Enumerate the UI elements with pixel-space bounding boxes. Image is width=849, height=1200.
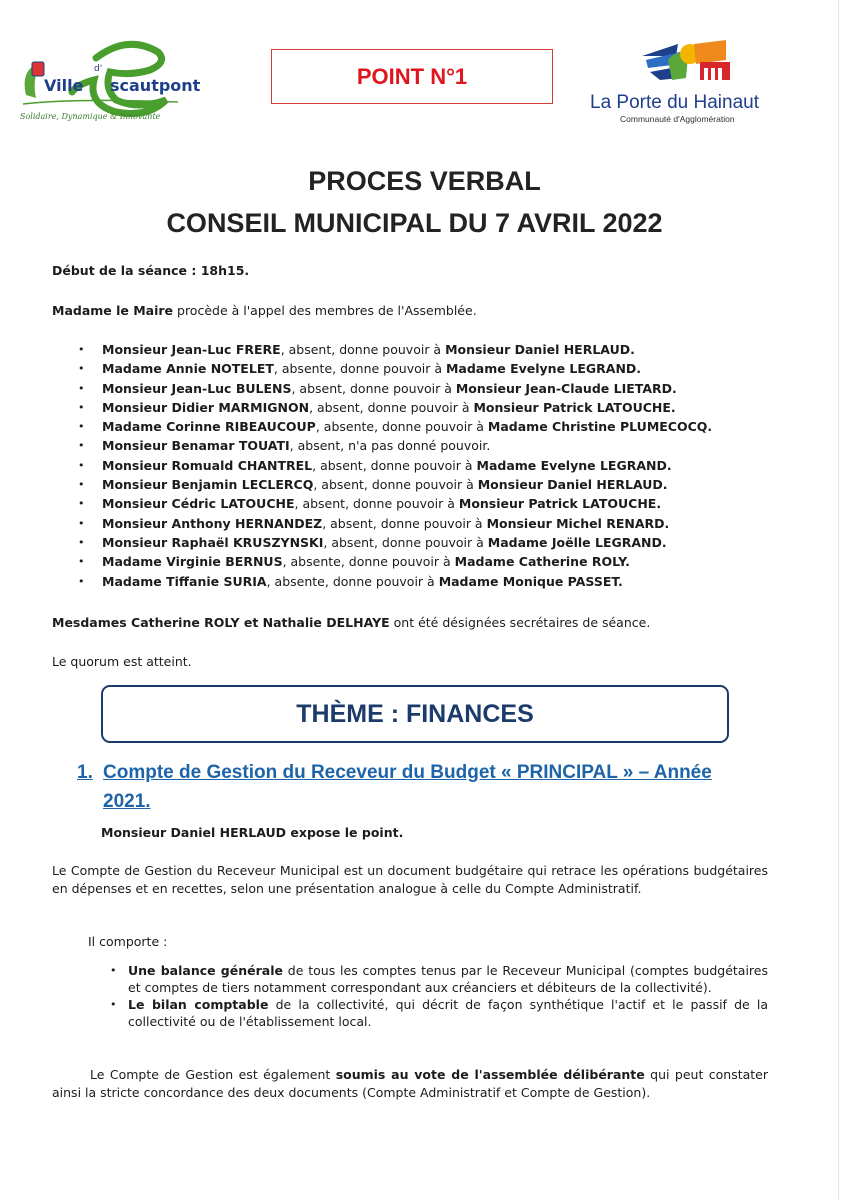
logo-left-ville: Ville xyxy=(44,76,84,95)
comporte-list xyxy=(106,962,768,1030)
proxy-member: Monsieur Jean-Claude LIETARD. xyxy=(455,380,677,396)
list-item xyxy=(78,477,712,496)
section-title-line1: Compte de Gestion du Receveur du Budget « PRINCIPAL » – Année xyxy=(103,762,712,783)
bullet-icon: • xyxy=(78,478,85,492)
bullet-icon: • xyxy=(78,458,85,472)
absence-status: , absent, donne pouvoir à xyxy=(322,515,487,531)
secretaires-bold: Mesdames Catherine ROLY et Nathalie DELHAYE xyxy=(52,615,390,630)
para2-before: Le Compte de Gestion est également xyxy=(90,1067,336,1082)
absence-status: , absent, donne pouvoir à xyxy=(312,457,477,473)
proxy-member: Madame Evelyne LEGRAND. xyxy=(445,361,642,377)
bullet-icon: • xyxy=(78,555,85,569)
list-item xyxy=(78,535,712,554)
section-title xyxy=(77,758,757,816)
list-item xyxy=(78,574,712,593)
theme-title: THÈME : FINANCES xyxy=(296,699,534,728)
bullet-icon: • xyxy=(78,439,85,453)
proxy-member: Madame Joëlle LEGRAND. xyxy=(487,534,667,550)
bullet-icon: • xyxy=(78,420,85,434)
list-item xyxy=(78,342,712,361)
list-item xyxy=(78,554,712,573)
section-number: 1. xyxy=(77,762,93,783)
list-item xyxy=(106,996,768,1030)
appel-paragraph xyxy=(52,303,477,319)
absence-status: , absent, n'a pas donné pouvoir. xyxy=(289,438,491,454)
absences-list xyxy=(78,342,712,593)
proxy-member: Monsieur Patrick LATOUCHE. xyxy=(458,496,662,512)
proxy-member: Madame Evelyne LEGRAND. xyxy=(476,457,672,473)
bullet-rest: de la collectivité, qui décrit de façon synthétique l'actif et le passif de la collectivité ou de l'établissement local. xyxy=(128,997,768,1029)
bullet-icon: • xyxy=(110,998,117,1011)
proxy-member: Madame Monique PASSET. xyxy=(438,573,623,589)
comporte-label: Il comporte : xyxy=(88,934,168,949)
absence-status: , absente, donne pouvoir à xyxy=(282,554,455,570)
absence-status: , absent, donne pouvoir à xyxy=(323,534,488,550)
document-title-line1: PROCES VERBAL xyxy=(308,166,541,196)
paragraph-vote xyxy=(52,1066,768,1101)
secretaires-rest: ont été désignées secrétaires de séance. xyxy=(389,615,651,630)
list-item xyxy=(106,962,768,996)
para2-bold: soumis au vote de l'assemblée délibérante xyxy=(335,1067,645,1082)
paragraph-compte-gestion: Le Compte de Gestion du Receveur Municipal est un document budgétaire qui retrace les opérations budgétaires en dépenses et en recettes, selon une présentation analogue à celle du Compte Administratif. xyxy=(52,863,768,896)
bullet-icon: • xyxy=(110,964,117,977)
proxy-member: Monsieur Daniel HERLAUD. xyxy=(477,477,668,493)
absence-status: , absente, donne pouvoir à xyxy=(315,419,488,435)
absent-member: Madame Virginie BERNUS xyxy=(102,554,283,570)
absent-member: Monsieur Cédric LATOUCHE xyxy=(102,496,295,512)
logo-left-tagline: Solidaire, Dynamique & Innovante xyxy=(20,112,161,121)
list-item xyxy=(78,516,712,535)
bullet-rest: de tous les comptes tenus par le Receveur Municipal (comptes budgétaires et comptes de tiers notamment correspondant aux créanciers et débiteurs de la collectivité). xyxy=(128,963,768,995)
theme-box xyxy=(101,685,729,743)
para2-after: qui peut constater ainsi la stricte concordance des deux documents (Compte Administratif et Compte de Gestion). xyxy=(52,1067,769,1100)
absence-status: , absent, donne pouvoir à xyxy=(313,477,478,493)
proxy-member: Madame Catherine ROLY. xyxy=(454,554,630,570)
absent-member: Monsieur Jean-Luc BULENS xyxy=(102,380,292,396)
absent-member: Monsieur Didier MARMIGNON xyxy=(102,399,310,415)
logo-left-escautpont: scautpont xyxy=(110,76,201,95)
secretaires-paragraph xyxy=(52,615,650,631)
absent-member: Monsieur Jean-Luc FRERE xyxy=(102,342,281,357)
appel-bold: Madame le Maire xyxy=(52,303,174,318)
absent-member: Madame Corinne RIBEAUCOUP xyxy=(102,419,316,435)
proxy-member: Monsieur Daniel HERLAUD. xyxy=(445,342,635,357)
appel-rest: procède à l'appel des membres de l'Assemblée. xyxy=(173,303,477,318)
absence-status: , absent, donne pouvoir à xyxy=(309,399,474,415)
absent-member: Madame Annie NOTELET xyxy=(102,361,274,377)
list-item xyxy=(78,361,712,380)
absence-status: , absent, donne pouvoir à xyxy=(294,496,459,512)
point-number-label: POINT N°1 xyxy=(356,63,468,89)
absent-member: Madame Tiffanie SURIA xyxy=(102,573,267,589)
list-item xyxy=(78,419,712,438)
seance-start: Début de la séance : 18h15. xyxy=(52,263,250,278)
logo-right-name: La Porte du Hainaut xyxy=(590,92,760,113)
bullet-icon: • xyxy=(78,516,85,530)
list-item xyxy=(78,458,712,477)
page-edge-divider xyxy=(838,0,839,1200)
porte-du-hainaut-logo xyxy=(590,34,790,126)
bullet-icon: • xyxy=(78,343,85,356)
absent-member: Monsieur Anthony HERNANDEZ xyxy=(102,515,323,531)
absence-status: , absent, donne pouvoir à xyxy=(291,380,456,396)
absent-member: Monsieur Raphaël KRUSZYNSKI xyxy=(102,534,324,550)
bullet-icon: • xyxy=(78,362,85,376)
list-item xyxy=(78,438,712,457)
absent-member: Monsieur Benamar TOUATI xyxy=(102,438,290,454)
bullet-icon: • xyxy=(78,400,85,414)
expose-line: Monsieur Daniel HERLAUD expose le point. xyxy=(101,825,404,840)
proxy-member: Madame Christine PLUMECOCQ. xyxy=(487,419,713,435)
list-item xyxy=(78,496,712,515)
absence-status: , absente, donne pouvoir à xyxy=(273,361,446,377)
bullet-icon: • xyxy=(78,497,85,511)
ville-escautpont-logo xyxy=(18,40,201,132)
logo-right-subtitle: Communauté d'Agglomération xyxy=(620,114,735,124)
bullet-icon: • xyxy=(78,381,85,395)
absent-member: Monsieur Benjamin LECLERCQ xyxy=(102,477,314,493)
logo-left-sup: d' xyxy=(94,64,103,74)
bullet-icon: • xyxy=(78,535,85,549)
bullet-bold: Une balance générale xyxy=(128,963,283,978)
section-title-line2: 2021. xyxy=(103,791,151,812)
porte-du-hainaut-emblem-icon xyxy=(590,34,790,94)
proxy-member: Monsieur Michel RENARD. xyxy=(486,515,670,531)
absence-status: , absent, donne pouvoir à xyxy=(280,342,446,357)
bullet-icon: • xyxy=(78,574,85,588)
point-number-box xyxy=(271,49,553,104)
list-item xyxy=(78,381,712,400)
absence-status: , absente, donne pouvoir à xyxy=(266,573,439,589)
absent-member: Monsieur Romuald CHANTREL xyxy=(102,457,313,473)
list-item xyxy=(78,400,712,419)
bullet-bold: Le bilan comptable xyxy=(128,997,269,1012)
proxy-member: Monsieur Patrick LATOUCHE. xyxy=(473,399,676,415)
quorum-text: Le quorum est atteint. xyxy=(52,654,192,669)
document-title-line2: CONSEIL MUNICIPAL DU 7 AVRIL 2022 xyxy=(166,208,663,238)
